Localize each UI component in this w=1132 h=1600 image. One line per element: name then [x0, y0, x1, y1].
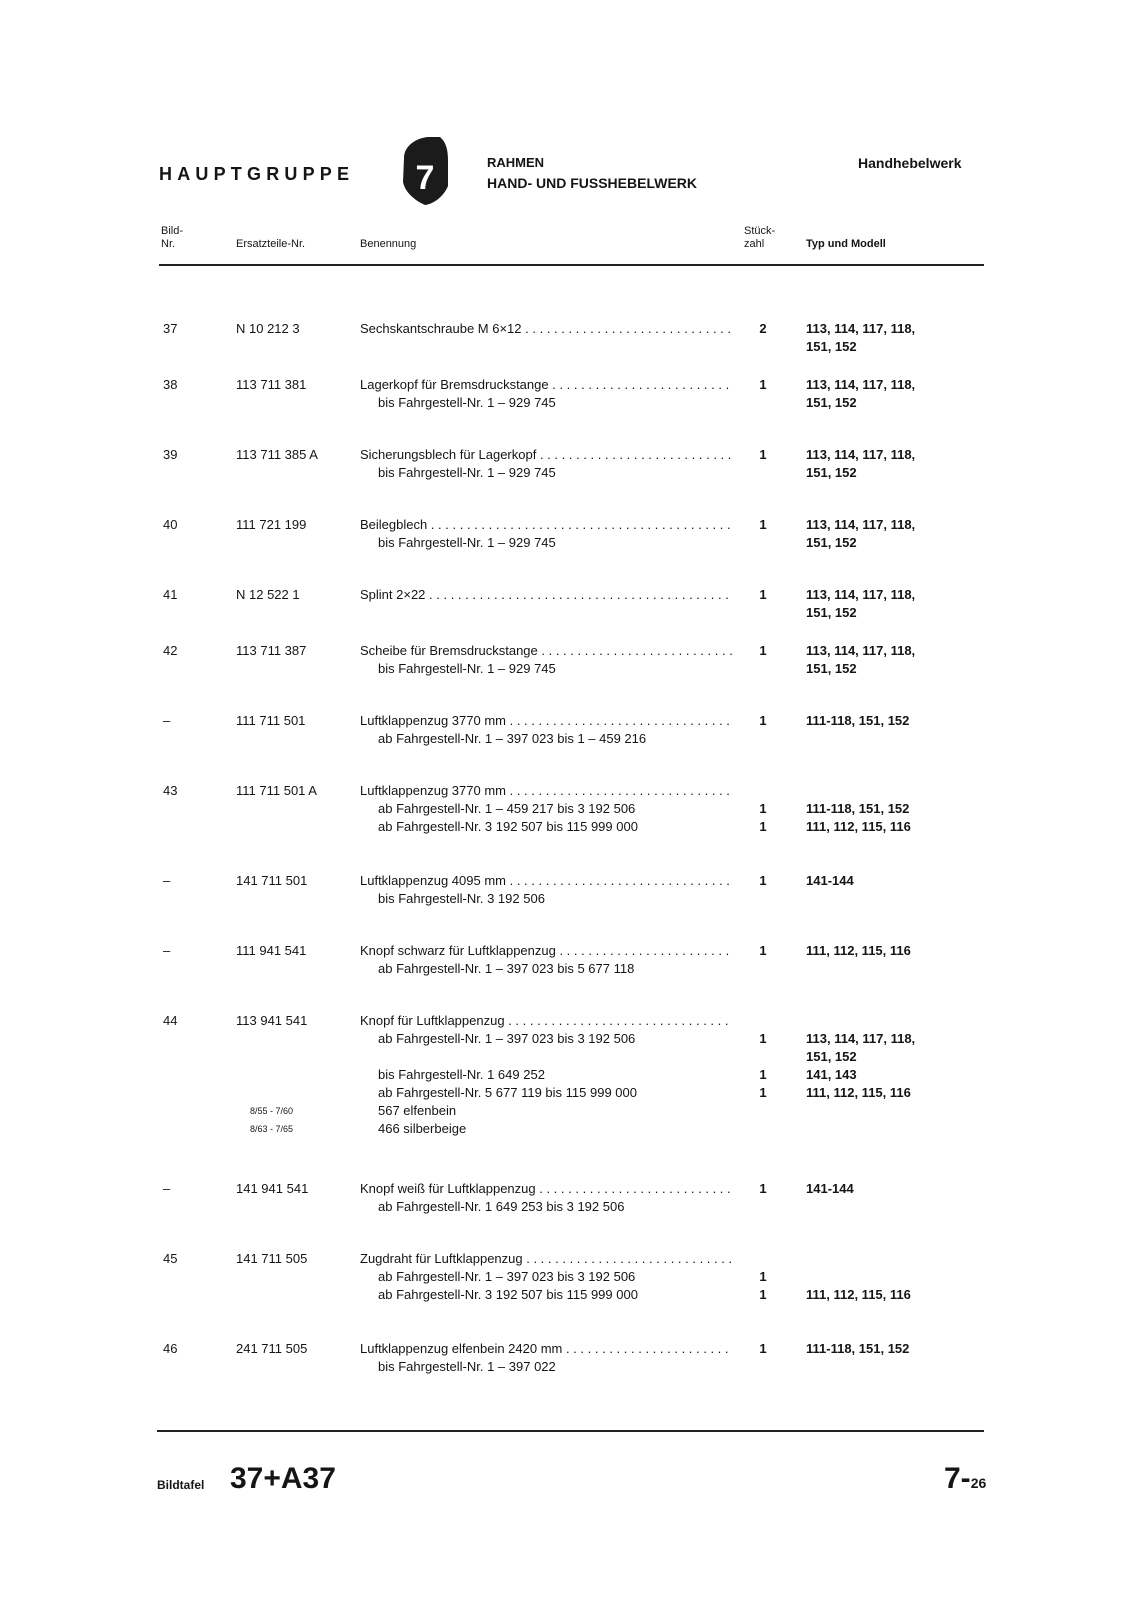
- row-description-title: Zugdraht für Luftklappenzug . . .: [360, 1250, 733, 1268]
- row-description: [360, 446, 733, 482]
- row-part-number: 113 941 541: [236, 1013, 308, 1028]
- row-part-number: 111 941 541: [236, 943, 307, 958]
- row-quantity: 1: [759, 447, 767, 462]
- row-date-range: 8/55 - 7/60 8/63 - 7/65: [250, 1106, 294, 1134]
- row-description: [360, 942, 733, 978]
- row-description-detail: ab Fahrgestell-Nr. 3 192 507 bis 115 999 000: [378, 1287, 638, 1302]
- row-description-title: Knopf für Luftklappenzug . . .: [360, 1012, 733, 1030]
- row-description-detail: ab Fahrgestell-Nr. 1 649 253 bis 3 192 506: [378, 1199, 625, 1214]
- row-description-detail: ab Fahrgestell-Nr. 1 – 397 023 bis 3 192 506: [378, 1031, 636, 1046]
- row-bild-nr: 37: [163, 321, 178, 336]
- row-quantity: 1: [759, 517, 767, 532]
- row-quantity: 1: [759, 713, 767, 728]
- row-description-detail: ab Fahrgestell-Nr. 5 677 119 bis 115 999 000: [378, 1085, 637, 1100]
- row-quantity: 1: [759, 873, 767, 888]
- row-part-number: 113 711 381: [236, 377, 307, 392]
- title-line-1: RAHMEN: [487, 155, 545, 170]
- row-description-detail: ab Fahrgestell-Nr. 1 – 459 217 bis 3 192 506: [378, 801, 636, 816]
- row-bild-nr: 43: [163, 783, 178, 798]
- row-description-detail: bis Fahrgestell-Nr. 1 – 929 745: [378, 395, 556, 410]
- row-type-model: 113, 114, 117, 118, 151, 152: [806, 643, 916, 676]
- row-type-model: 141-144: [806, 873, 854, 888]
- row-part-number: 111 721 199: [236, 517, 307, 532]
- row-bild-nr: 45: [163, 1251, 178, 1266]
- row-bild-nr: 42: [163, 643, 178, 658]
- row-description: [360, 586, 733, 604]
- row-quantity: 1: [759, 1341, 767, 1356]
- row-part-number: N 12 522 1: [236, 587, 300, 602]
- col-typ: Typ und Modell: [806, 238, 886, 250]
- row-description-title: Scheibe für Bremsdruckstange . . .: [360, 642, 733, 660]
- plate-label: Bildtafel: [157, 1478, 205, 1492]
- row-type-model: 141-144: [806, 1181, 854, 1196]
- row-description-title: Beilegblech . . .: [360, 516, 733, 534]
- row-description: [360, 1250, 733, 1304]
- row-description-title: Lagerkopf für Bremsdruckstange . . .: [360, 376, 733, 394]
- row-description-detail: ab Fahrgestell-Nr. 1 – 397 023 bis 1 – 459 216: [378, 731, 647, 746]
- row-description-detail: bis Fahrgestell-Nr. 1 – 397 022: [378, 1359, 556, 1374]
- title-line-2: HAND- UND FUSSHEBELWERK: [487, 175, 697, 191]
- row-bild-nr: 40: [163, 517, 178, 532]
- row-description-detail: bis Fahrgestell-Nr. 1 649 252: [378, 1067, 545, 1082]
- row-bild-nr: 38: [163, 377, 178, 392]
- row-bild-nr: 46: [163, 1341, 178, 1356]
- row-quantity: 1: [759, 587, 767, 602]
- row-description-title: Splint 2×22 . . .: [360, 586, 733, 604]
- row-part-number: N 10 212 3: [236, 321, 300, 336]
- row-part-number: 111 711 501: [236, 713, 306, 728]
- row-type-model: 113, 114, 117, 118, 151, 152: [806, 377, 916, 410]
- row-description: [360, 376, 733, 412]
- row-part-number: 113 711 385 A: [236, 447, 318, 462]
- row-description-detail: bis Fahrgestell-Nr. 3 192 506: [378, 891, 545, 906]
- row-bild-nr: –: [163, 943, 171, 958]
- badge-shape-icon: [400, 136, 450, 206]
- row-part-number: 113 711 387: [236, 643, 307, 658]
- row-description-detail: 567 elfenbein: [378, 1103, 457, 1118]
- row-type-model: 111-118, 151, 152: [806, 713, 910, 728]
- row-bild-nr: 44: [163, 1013, 178, 1028]
- row-type-model: 113, 114, 117, 118, 151, 152: [806, 447, 916, 480]
- row-description-title: Sechskantschraube M 6×12 . . .: [360, 320, 733, 338]
- row-description: [360, 516, 733, 552]
- row-description: [360, 1180, 733, 1216]
- row-bild-nr: 41: [163, 587, 178, 602]
- row-description-title: Sicherungsblech für Lagerkopf . . .: [360, 446, 733, 464]
- row-quantity: 1 1: [759, 1269, 767, 1302]
- row-description-title: Luftklappenzug 3770 mm . . .: [360, 782, 733, 800]
- row-type-model: 113, 114, 117, 118, 151, 152: [806, 321, 916, 354]
- row-quantity: 1: [759, 1181, 767, 1196]
- row-part-number: 141 711 505: [236, 1251, 308, 1266]
- row-description-detail: bis Fahrgestell-Nr. 1 – 929 745: [378, 661, 556, 676]
- row-type-model: 111-118, 151, 152 111, 112, 115, 116: [806, 801, 911, 834]
- row-description: [360, 712, 733, 748]
- row-part-number: 241 711 505: [236, 1341, 308, 1356]
- row-description-detail: ab Fahrgestell-Nr. 1 – 397 023 bis 3 192 506: [378, 1269, 636, 1284]
- page-number: 7-26: [944, 1462, 987, 1495]
- row-type-model: 111-118, 151, 152: [806, 1341, 910, 1356]
- row-description: [360, 1012, 733, 1138]
- group-number-badge: [400, 136, 450, 206]
- row-bild-nr: –: [163, 873, 171, 888]
- row-type-model: 113, 114, 117, 118, 151, 152: [806, 517, 916, 550]
- row-type-model: 111, 112, 115, 116: [806, 943, 911, 958]
- header-rule: [159, 264, 984, 266]
- row-bild-nr: –: [163, 1181, 171, 1196]
- row-quantity: 2: [759, 321, 767, 336]
- row-type-model: 111, 112, 115, 116: [806, 1287, 911, 1302]
- row-description: [360, 642, 733, 678]
- row-bild-nr: 39: [163, 447, 178, 462]
- col-bild: Bild- Nr.: [161, 225, 184, 250]
- row-description-title: Luftklappenzug 4095 mm . . .: [360, 872, 733, 890]
- section-title: Handhebelwerk: [858, 155, 962, 171]
- row-part-number: 111 711 501 A: [236, 783, 317, 798]
- row-quantity: 1: [759, 943, 767, 958]
- row-bild-nr: –: [163, 713, 171, 728]
- row-description-detail: ab Fahrgestell-Nr. 1 – 397 023 bis 5 677 118: [378, 961, 635, 976]
- row-description-title: Knopf schwarz für Luftklappenzug . . .: [360, 942, 733, 960]
- row-description-detail: ab Fahrgestell-Nr. 3 192 507 bis 115 999 000: [378, 819, 638, 834]
- row-description-detail: bis Fahrgestell-Nr. 1 – 929 745: [378, 465, 556, 480]
- row-quantity: 1: [759, 377, 767, 392]
- row-description-title: Luftklappenzug 3770 mm . . .: [360, 712, 733, 730]
- row-quantity: 1: [759, 643, 767, 658]
- row-description-detail: bis Fahrgestell-Nr. 1 – 929 745: [378, 535, 556, 550]
- footer-rule: [157, 1430, 984, 1432]
- group-number: 7: [415, 159, 435, 197]
- row-description: [360, 782, 733, 836]
- row-type-model: 113, 114, 117, 118, 151, 152: [806, 587, 916, 620]
- row-description: [360, 1340, 733, 1376]
- row-description-detail: 466 silberbeige: [378, 1121, 467, 1136]
- row-description-title: Luftklappenzug elfenbein 2420 mm . . .: [360, 1340, 733, 1358]
- plate-number: 37+A37: [230, 1462, 336, 1495]
- row-part-number: 141 941 541: [236, 1181, 309, 1196]
- row-description: [360, 872, 733, 908]
- row-quantity: 1 1 1: [759, 1031, 767, 1100]
- col-stueckzahl: Stück- zahl: [744, 225, 776, 250]
- row-type-model: 113, 114, 117, 118, 151, 152 141, 143 111, 112, 115, 116: [806, 1031, 916, 1100]
- row-description-title: Knopf weiß für Luftklappenzug . . .: [360, 1180, 733, 1198]
- row-quantity: 1 1: [759, 801, 767, 834]
- col-ersatzteile: Ersatzteile-Nr.: [236, 238, 306, 250]
- row-description: [360, 320, 733, 338]
- group-label: HAUPTGRUPPE: [159, 164, 355, 184]
- col-benennung: Benennung: [360, 238, 417, 250]
- row-part-number: 141 711 501: [236, 873, 308, 888]
